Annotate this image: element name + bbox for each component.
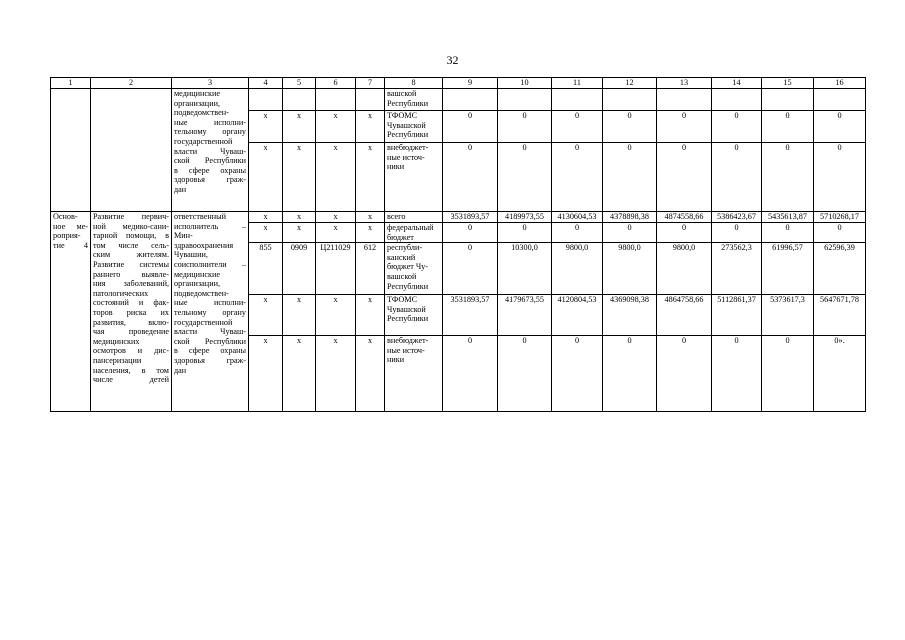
value-cell: 0: [443, 111, 498, 143]
cell-text-line: Республики: [387, 130, 429, 140]
value-cell: [552, 89, 603, 111]
code-cell: x: [356, 212, 385, 223]
value-cell: 4189973,55: [498, 212, 552, 223]
cell-text-line: тарной помощи, в: [93, 231, 169, 241]
column-header: 9: [443, 78, 498, 89]
code-cell: x: [316, 223, 356, 243]
cell-text-line: Республики: [387, 98, 429, 108]
cell-text-line: патологических: [93, 288, 149, 298]
code-cell: [249, 89, 283, 111]
column-header: 2: [91, 78, 172, 89]
funding-source: [385, 89, 443, 111]
column-header: 14: [712, 78, 762, 89]
funding-source: [385, 336, 443, 412]
cell-text-line: соисполнители –: [174, 259, 246, 269]
table-body: [51, 78, 866, 412]
cell-text-line: ния заболеваний,: [93, 279, 169, 289]
cell-text-line: организации,: [174, 98, 221, 108]
column-header: 16: [814, 78, 866, 89]
code-cell: [356, 89, 385, 111]
code-cell: 0909: [283, 243, 316, 295]
cell-text-line: числе детей: [93, 375, 169, 385]
cell-text-line: осмотров и дис-: [93, 346, 169, 356]
code-cell: x: [249, 223, 283, 243]
cell-text-line: развития, вклю-: [93, 317, 169, 327]
value-cell: 5373617,3: [762, 295, 814, 336]
value-cell: 0: [712, 336, 762, 412]
column-header: 8: [385, 78, 443, 89]
cell-text-line: населения, в том: [93, 365, 169, 375]
value-cell: 0: [498, 223, 552, 243]
cell-text-line: Мин-: [174, 231, 193, 241]
cell-text-line: роприя-: [53, 231, 81, 241]
value-cell: 0».: [814, 336, 866, 412]
cell-text-line: дан: [174, 365, 187, 375]
code-cell: x: [316, 295, 356, 336]
cell-text-line: ное ме-: [53, 221, 88, 231]
cell-text-line: ской Республики: [174, 156, 246, 166]
cell-text-line: ной медико-сани-: [93, 221, 169, 231]
cell-text-line: пансеризации: [93, 355, 142, 365]
value-cell: 0: [443, 336, 498, 412]
value-cell: 9800,0: [657, 243, 712, 295]
cell-text-line: тельному органу: [174, 307, 246, 317]
cell-text-line: власти Чуваш-: [174, 146, 246, 156]
cell-text-line: тельному органу: [174, 127, 246, 137]
value-cell: 0: [498, 336, 552, 412]
value-cell: 9800,0: [552, 243, 603, 295]
code-cell: x: [356, 143, 385, 212]
code-cell: 855: [249, 243, 283, 295]
value-cell: 5710268,17: [814, 212, 866, 223]
cell-text-line: Республики: [387, 314, 429, 324]
cell-text-line: исполнитель –: [174, 221, 246, 231]
value-cell: 0: [443, 223, 498, 243]
value-cell: 4120804,53: [552, 295, 603, 336]
cell-text-line: бюджет: [387, 232, 414, 242]
value-cell: 0: [552, 143, 603, 212]
column-header: 12: [603, 78, 657, 89]
cell-text-line: государственной: [174, 136, 233, 146]
cell-text-line: Чувашской: [387, 120, 426, 130]
value-cell: 0: [443, 143, 498, 212]
value-cell: 0: [712, 143, 762, 212]
code-cell: x: [316, 143, 356, 212]
cell-text-line: подведомствен-: [174, 288, 229, 298]
cell-text-line: здравоохранения: [174, 240, 234, 250]
code-cell: x: [283, 223, 316, 243]
code-cell: [316, 89, 356, 111]
cell-text-line: ные источ-: [387, 152, 425, 162]
value-cell: 0: [552, 336, 603, 412]
cell-text-line: республи-: [387, 243, 423, 253]
cell-text-line: внебюджет-: [387, 336, 429, 346]
event-name: [51, 212, 91, 412]
cell-text-line: вашской: [387, 271, 417, 281]
cell-text-line: том числе сель-: [93, 240, 169, 250]
code-cell: x: [249, 143, 283, 212]
cell-text-line: медицинские: [174, 89, 221, 98]
cell-text-line: ТФОМС: [387, 111, 418, 120]
funding-source: [385, 111, 443, 143]
cell-text-line: здоровья граж-: [174, 175, 246, 185]
value-cell: 5435613,87: [762, 212, 814, 223]
value-cell: 0: [552, 223, 603, 243]
code-cell: x: [249, 295, 283, 336]
value-cell: 0: [603, 336, 657, 412]
cell-text-line: вашской: [387, 89, 417, 98]
column-header: 1: [51, 78, 91, 89]
cell-text-line: ники: [387, 355, 405, 365]
code-cell: x: [249, 212, 283, 223]
cell-text-line: ским жителям.: [93, 250, 169, 260]
value-cell: 3531893,57: [443, 212, 498, 223]
value-cell: [814, 89, 866, 111]
cell-text-line: медицинских: [93, 336, 140, 346]
funding-source: [385, 295, 443, 336]
code-cell: x: [356, 111, 385, 143]
value-cell: 0: [552, 111, 603, 143]
funding-source: [385, 212, 443, 223]
cell-text-line: канский: [387, 252, 416, 262]
funding-source: [385, 143, 443, 212]
cell-text-line: ники: [387, 162, 405, 172]
cell-text-line: Развитие системы: [93, 259, 169, 269]
cell-text-line: власти Чуваш-: [174, 327, 246, 337]
cell-text-line: в сфере охраны: [174, 165, 246, 175]
cell-text-line: Чувашской: [387, 304, 426, 314]
value-cell: 0: [498, 111, 552, 143]
cell-text-line: раннего выявле-: [93, 269, 169, 279]
value-cell: 0: [603, 223, 657, 243]
code-cell: x: [249, 111, 283, 143]
page-number: 32: [446, 53, 459, 67]
value-cell: 0: [657, 223, 712, 243]
value-cell: 9800,0: [603, 243, 657, 295]
value-cell: 0: [603, 111, 657, 143]
column-header: 5: [283, 78, 316, 89]
cell-text-line: организации,: [174, 279, 221, 289]
column-header: 4: [249, 78, 283, 89]
code-cell: x: [316, 212, 356, 223]
code-cell: x: [316, 336, 356, 412]
value-cell: 4378898,38: [603, 212, 657, 223]
col2-empty: [91, 89, 172, 212]
value-cell: 0: [657, 143, 712, 212]
value-cell: [762, 89, 814, 111]
value-cell: 5386423,67: [712, 212, 762, 223]
cell-text-line: в сфере охраны: [174, 346, 246, 356]
cell-text-line: федеральный: [387, 223, 434, 232]
code-cell: x: [283, 111, 316, 143]
value-cell: [657, 89, 712, 111]
code-cell: x: [316, 111, 356, 143]
column-header: 15: [762, 78, 814, 89]
value-cell: 0: [762, 223, 814, 243]
value-cell: [443, 89, 498, 111]
cell-text-line: подведомствен-: [174, 108, 229, 118]
code-cell: x: [283, 336, 316, 412]
col1-empty: [51, 89, 91, 212]
column-header: 13: [657, 78, 712, 89]
cell-text-line: дан: [174, 184, 187, 194]
event-row: [51, 212, 866, 223]
event-description: [91, 212, 172, 412]
cell-text-line: состояний и фак-: [93, 298, 169, 308]
value-cell: 3531893,57: [443, 295, 498, 336]
value-cell: 0: [762, 336, 814, 412]
code-cell: x: [283, 212, 316, 223]
value-cell: 4179673,55: [498, 295, 552, 336]
column-header: 6: [316, 78, 356, 89]
cell-text-line: ТФОМС: [387, 295, 418, 305]
cell-text-line: медицинские: [174, 269, 221, 279]
funding-source: [385, 223, 443, 243]
cell-text-line: торов риска их: [93, 307, 169, 317]
funding-source: [385, 243, 443, 295]
code-cell: x: [356, 223, 385, 243]
continuation-row: [51, 89, 866, 111]
column-header: 7: [356, 78, 385, 89]
value-cell: 0: [712, 111, 762, 143]
value-cell: 61996,57: [762, 243, 814, 295]
cell-text-line: здоровья граж-: [174, 355, 246, 365]
value-cell: 0: [498, 143, 552, 212]
cell-text-line: Чувашии,: [174, 250, 208, 260]
value-cell: 5112861,37: [712, 295, 762, 336]
value-cell: [712, 89, 762, 111]
cell-text-line: бюджет Чу-: [387, 262, 428, 272]
cell-text-line: всего: [387, 212, 406, 221]
cell-text-line: Основ-: [53, 212, 78, 221]
cell-text-line: ответственный: [174, 212, 227, 221]
cell-text-line: ные источ-: [387, 345, 425, 355]
value-cell: 4130604,53: [552, 212, 603, 223]
value-cell: 0: [814, 143, 866, 212]
value-cell: 4864758,66: [657, 295, 712, 336]
value-cell: 4874558,66: [657, 212, 712, 223]
code-cell: x: [283, 295, 316, 336]
column-header: 10: [498, 78, 552, 89]
program-budget-table: [50, 77, 866, 412]
value-cell: 0: [657, 111, 712, 143]
value-cell: 5647671,78: [814, 295, 866, 336]
value-cell: 0: [443, 243, 498, 295]
value-cell: [603, 89, 657, 111]
cell-text-line: Республики: [387, 281, 429, 291]
executor-cell: [172, 89, 249, 212]
code-cell: [283, 89, 316, 111]
column-header: 11: [552, 78, 603, 89]
value-cell: 0: [657, 336, 712, 412]
code-cell: x: [356, 295, 385, 336]
code-cell: x: [283, 143, 316, 212]
value-cell: 4369098,38: [603, 295, 657, 336]
value-cell: 0: [814, 223, 866, 243]
cell-text-line: ные исполни-: [174, 298, 246, 308]
code-cell: Ц211029: [316, 243, 356, 295]
cell-text-line: ные исполни-: [174, 117, 246, 127]
cell-text-line: чая проведение: [93, 327, 169, 337]
column-header: 3: [172, 78, 249, 89]
cell-text-line: Развитие первич-: [93, 212, 169, 221]
executor-cell: [172, 212, 249, 412]
header-row: [51, 78, 866, 89]
value-cell: 10300,0: [498, 243, 552, 295]
value-cell: 0: [814, 111, 866, 143]
code-cell: x: [356, 336, 385, 412]
value-cell: 273562,3: [712, 243, 762, 295]
value-cell: 0: [762, 111, 814, 143]
code-cell: 612: [356, 243, 385, 295]
cell-text-line: ской Республики: [174, 336, 246, 346]
value-cell: 0: [712, 223, 762, 243]
value-cell: 0: [762, 143, 814, 212]
code-cell: x: [249, 336, 283, 412]
cell-text-line: внебюджет-: [387, 143, 429, 152]
value-cell: [498, 89, 552, 111]
cell-text-line: государственной: [174, 317, 233, 327]
value-cell: 0: [603, 143, 657, 212]
value-cell: 62596,39: [814, 243, 866, 295]
cell-text-line: тие 4: [53, 240, 88, 250]
